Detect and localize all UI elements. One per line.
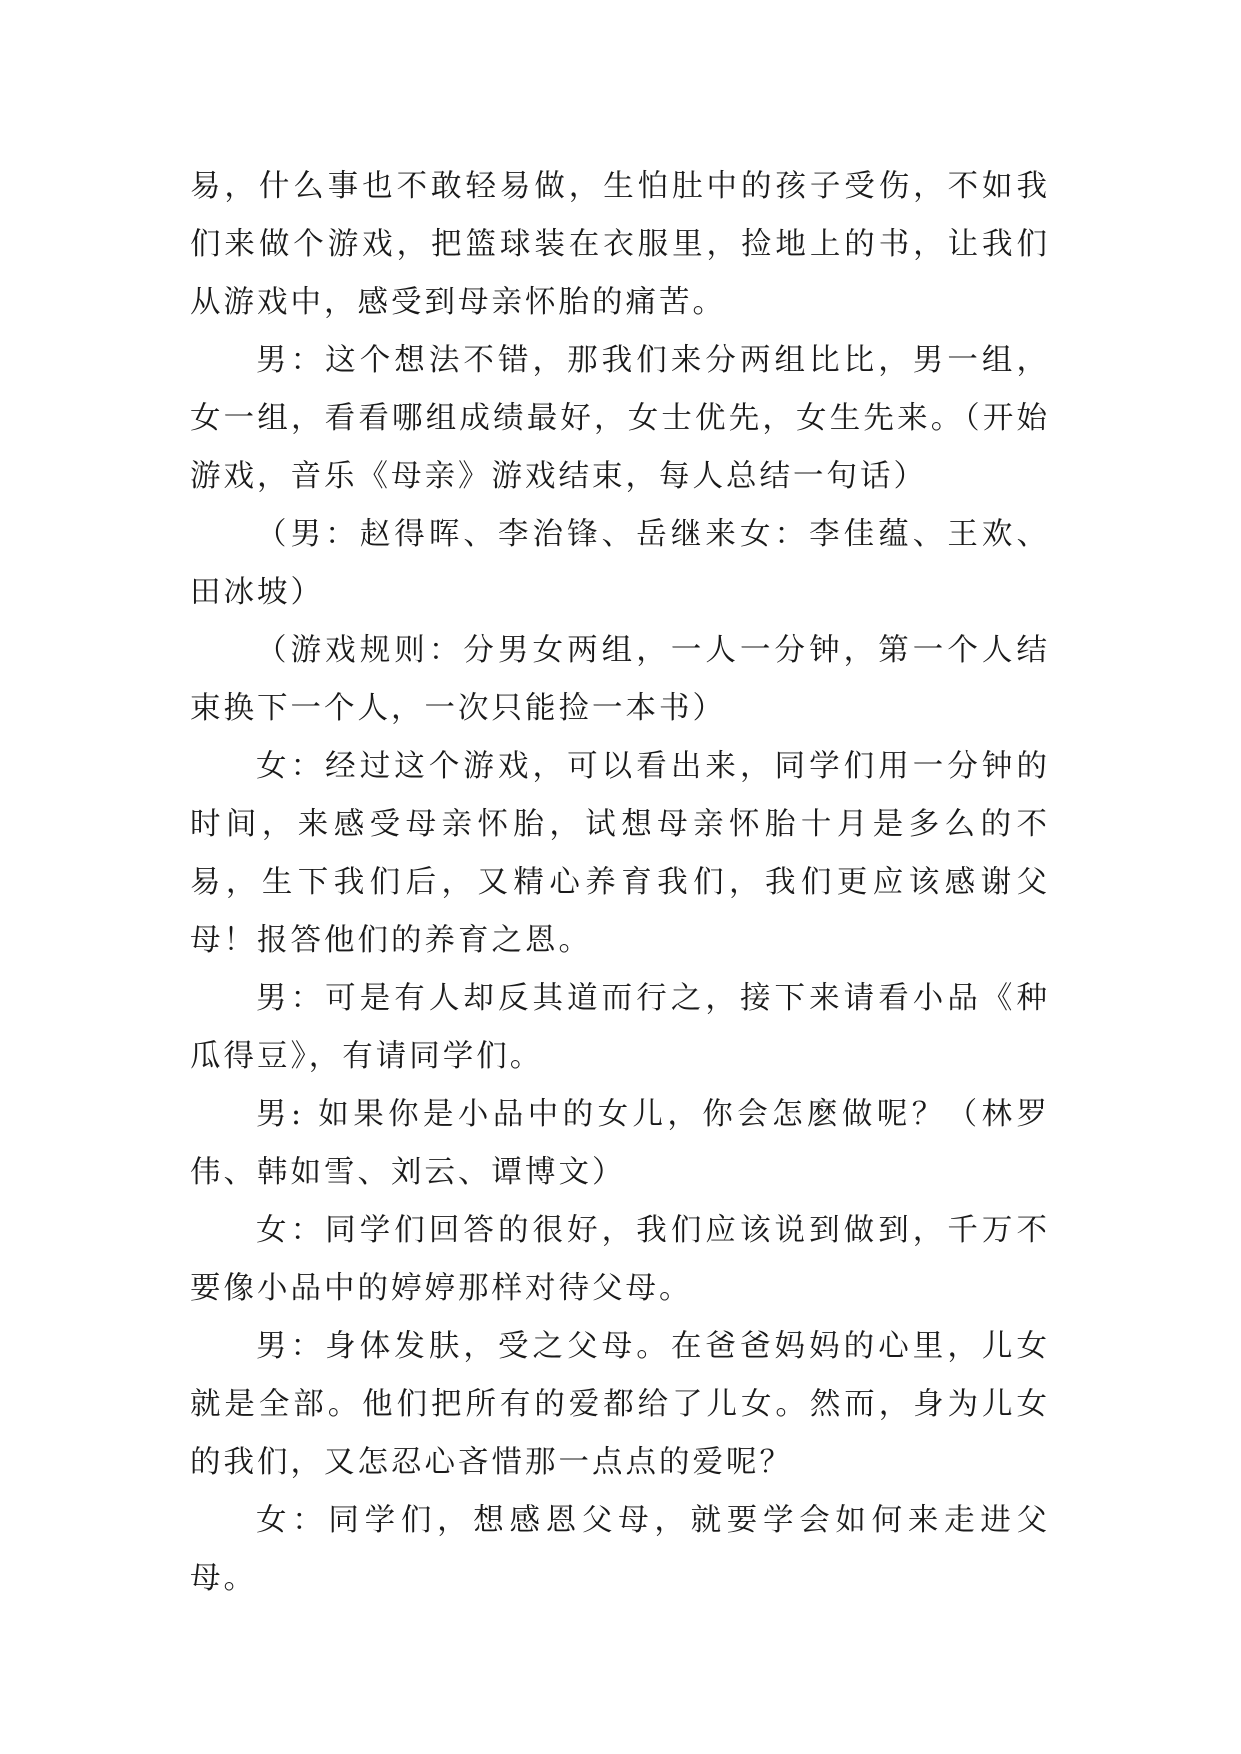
paragraph-participants: （男：赵得晖、李治锋、岳继来女：李佳蕴、王欢、田冰坡） (190, 517, 1050, 610)
paragraph-dialogue-male-question: 男: 如果你是小品中的女儿，你会怎麽做呢？（林罗伟、韩如雪、刘云、谭博文） (190, 1097, 1050, 1190)
paragraph-dialogue-female-closing: 女：同学们，想感恩父母，就要学会如何来走进父母。 (190, 1503, 1050, 1596)
paragraph-dialogue-female-reflection: 女：经过这个游戏，可以看出来，同学们用一分钟的时间，来感受母亲怀胎，试想母亲怀胎十月是多么的不易，生下我们后，又精心养育我们，我们更应该感谢父母！报答他们的养育之恩。 (190, 749, 1050, 958)
paragraph-dialogue-male-game: 男：这个想法不错，那我们来分两组比比，男一组，女一组，看看哪组成绩最好，女士优先，女生先来。（开始游戏，音乐《母亲》游戏结束，每人总结一句话） (190, 343, 1050, 494)
paragraph-continuation: 易，什么事也不敢轻易做，生怕肚中的孩子受伤，不如我们来做个游戏，把篮球装在衣服里，捡地上的书，让我们从游戏中，感受到母亲怀胎的痛苦。 (190, 169, 1050, 320)
paragraph-game-rules: （游戏规则：分男女两组，一人一分钟，第一个人结束换下一个人，一次只能捡一本书） (190, 633, 1050, 726)
paragraph-dialogue-male-love: 男：身体发肤，受之父母。在爸爸妈妈的心里，儿女就是全部。他们把所有的爱都给了儿女。然而，身为儿女的我们，又怎忍心吝惜那一点点的爱呢？ (190, 1329, 1050, 1480)
paragraph-dialogue-female-answer: 女：同学们回答的很好，我们应该说到做到，千万不要像小品中的婷婷那样对待父母。 (190, 1213, 1050, 1306)
paragraph-dialogue-male-sketch: 男：可是有人却反其道而行之，接下来请看小品《种瓜得豆》，有请同学们。 (190, 981, 1050, 1074)
document-body (190, 158, 1050, 1608)
